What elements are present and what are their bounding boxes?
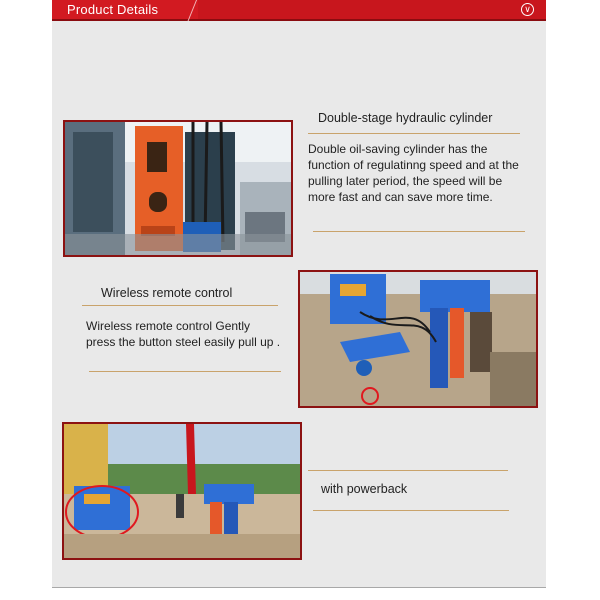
section-description: Wireless remote control Gently press the button steel easily pull up .	[86, 319, 281, 349]
remote-control-photo	[298, 270, 538, 408]
section-heading: Double-stage hydraulic cylinder	[318, 111, 493, 125]
section-title: Product Details	[67, 2, 159, 17]
heading-underline	[82, 305, 278, 306]
section-header	[52, 0, 546, 21]
description-underline	[89, 371, 281, 372]
section-heading: with powerback	[321, 482, 408, 496]
description-underline	[313, 231, 525, 232]
powerback-site-photo	[62, 422, 302, 560]
section-description: Double oil-saving cylinder has the function of regulatinng speed and at the pulling later period, the speed will be more fast and can save more time.	[308, 142, 519, 204]
heading-underline	[308, 133, 520, 134]
panel-bottom-border	[52, 587, 546, 588]
hydraulic-cylinder-photo	[63, 120, 293, 257]
heading-overline	[308, 470, 508, 471]
heading-underline	[313, 510, 509, 511]
chevron-down-circle-icon[interactable]: ∨	[521, 3, 534, 16]
section-heading: Wireless remote control	[101, 286, 233, 300]
